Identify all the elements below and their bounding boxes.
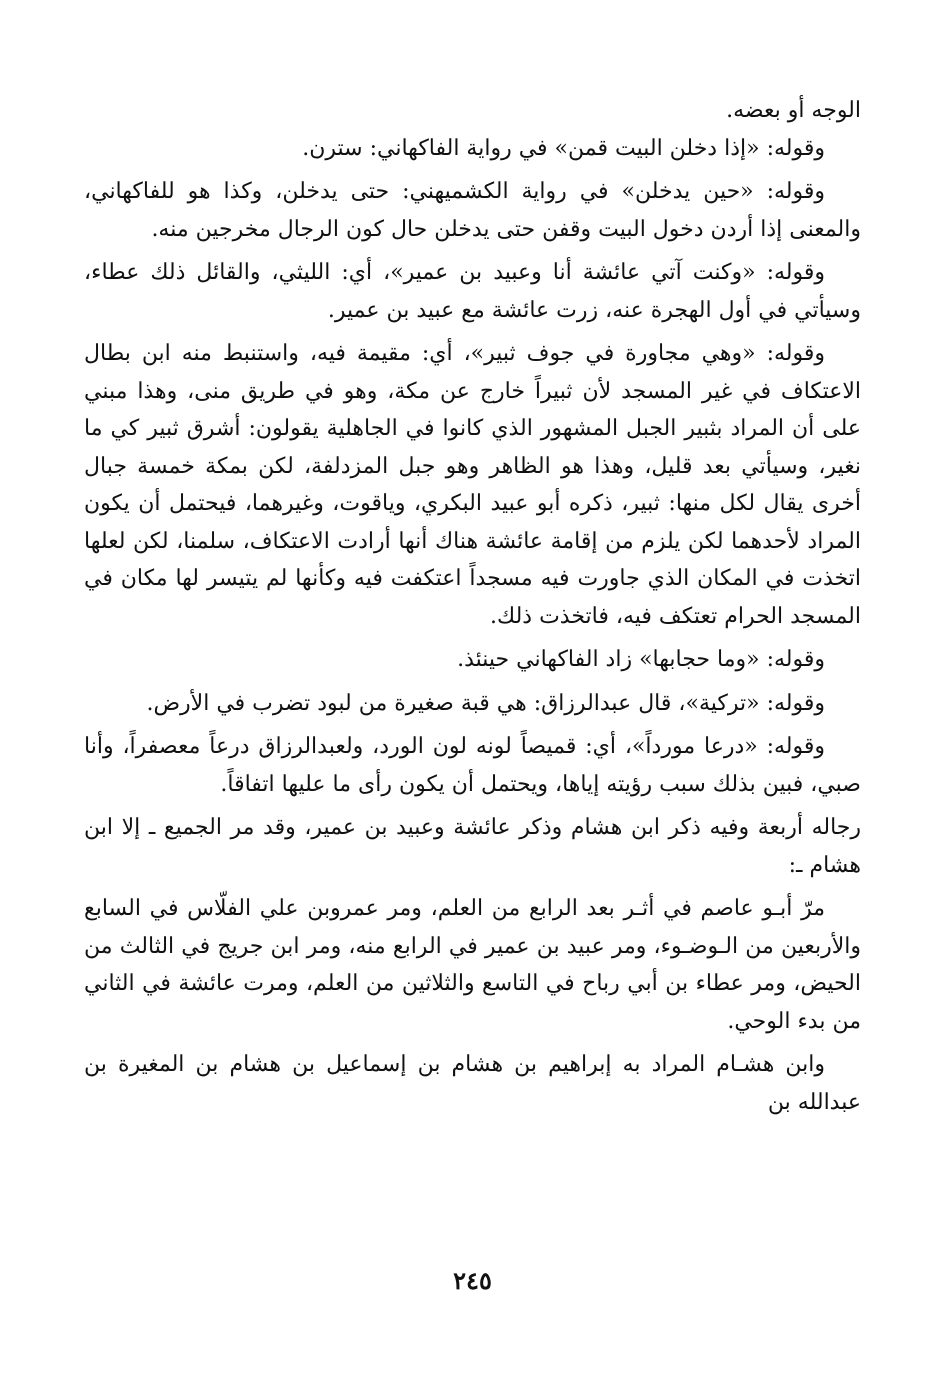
paragraph-2: وقوله: «إذا دخلن البيت قمن» في رواية الفاكهاني: سترن. [302, 135, 825, 161]
paragraph-7: وقوله: «تركية»، قال عبدالرزاق: هي قبة صغيرة من لبود تضرب في الأرض. [146, 690, 825, 716]
page-number: ٢٤٥ [453, 1266, 492, 1295]
paragraph-9: رجاله أربعة وفيه ذكر ابن هشام وذكر عائشة وعبيد بن عمير، وقد مر الجميع ـ إلا ابن هشام ـ: [84, 815, 861, 878]
paragraph-5: وقوله: «وهي مجاورة في جوف ثبير»، أي: مقيمة فيه، واستنبط منه ابن بطال الاعتكاف في غير المسجد لأن ثبيراً خارج عن مكة، وهو في طريق منى، وهذا مبني على أن المراد بثبير الجبل المشهور الذي كانوا في الجاهلية يقولون: أشرق ثبير كي ما نغير، وسيأتي بعد قليل، وهذا هو الظاهر وهو جبل المزدلفة، لكن بمكة خمسة جبال أخرى يقال لكل منها: ثبير، ذكره أبو عبيد البكري، وياقوت، وغيرهما، فيحتمل أن يكون المراد لأحدهما لكن يلزم من إقامة عائشة هناك أنها أرادت الاعتكاف، سلمنا، لكن لعلها اتخذت في المكان الذي جاورت فيه مسجداً اعتكفت فيه وكأنها لم يتيسر لها مكان في المسجد الحرام تعتكف فيه، فاتخذت ذلك. [84, 341, 861, 629]
paragraph-4: وقوله: «وكنت آتي عائشة أنا وعبيد بن عمير»، أي: الليثي، والقائل ذلك عطاء، وسيأتي في أول الهجرة عنه، زرت عائشة مع عبيد بن عمير. [84, 260, 861, 323]
paragraph-10: مرّ أبـو عاصم في أثـر بعد الرابع من العلم، ومر عمروبن علي الفلّاس في السابع والأربعين من الـوضـوء، ومر عبيد بن عمير في الرابع منه، ومر ابن جريج في الثالث من الحيض، ومر عطاء بن أبي رباح في التاسع والثلاثين من العلم، ومرت عائشة في الثاني من بدء الوحي. [84, 896, 861, 1034]
paragraph-6: وقوله: «وما حجابها» زاد الفاكهاني حينئذ. [457, 647, 825, 672]
paragraph-11: وابن هشـام المراد به إبراهيم بن هشام بن إسماعيل بن هشام بن المغيرة بن عبدالله بن [84, 1052, 861, 1115]
paragraph-8: وقوله: «درعا مورداً»، أي: قميصاً لونه لون الورد، ولعبدالرزاق درعاً معصفراً، وأنا صبي، فبين بذلك سبب رؤيته إياها، ويحتمل أن يكون رأى ما عليها اتفاقاً. [84, 734, 861, 797]
paragraph-3: وقوله: «حين يدخلن» في رواية الكشميهني: حتى يدخلن، وكذا هو للفاكهاني، والمعنى إذا أردن دخول البيت وقفن حتى يدخلن حال كون الرجال مخرجين منه. [84, 179, 861, 242]
paragraph-1: الوجه أو بعضه. [726, 98, 861, 123]
